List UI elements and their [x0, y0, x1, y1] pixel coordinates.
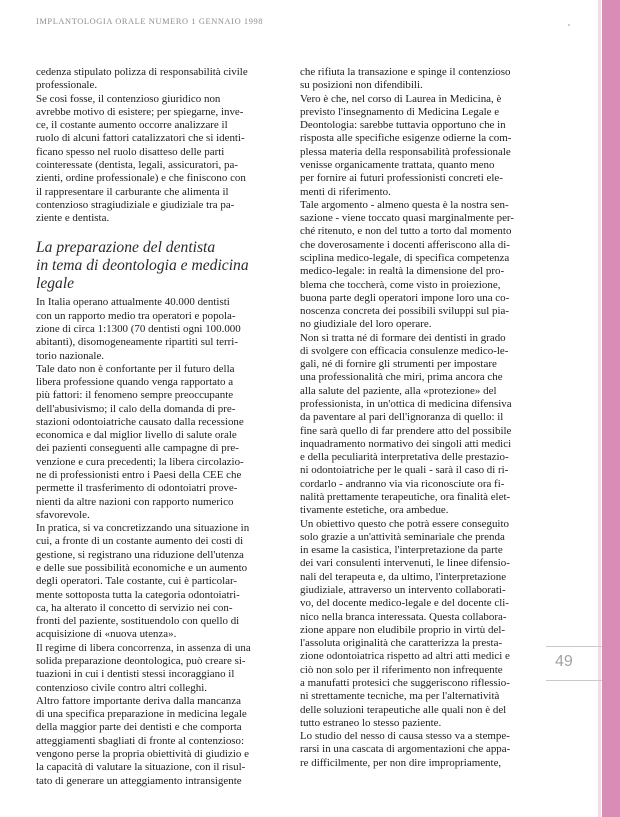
- paragraph: Se così fosse, il contenzioso giuridico non avrebbe motivo di esistere; per spiegarne, inve- ce, il costante aumento occorre analizzare il ruolo di alcuni fattori catalizzatori che si identi- ficano spesso nel ruolo disatteso delle parti cointeressate (dentista, legali, assicuratori, pa- zienti, ordine professionale) e che finiscono con il rappresentare il carburante che alimenta il contenzioso stragiudiziale e giudiziale tra pa- ziente e dentista.: [36, 92, 246, 225]
- section-heading: La preparazione del dentista in tema di deontologia e medicina legale: [36, 239, 249, 293]
- running-head: IMPLANTOLOGIA ORALE NUMERO 1 GENNAIO 1998: [36, 17, 264, 26]
- page-number-rule-bottom: [546, 680, 602, 681]
- paragraph: Lo studio del nesso di causa stesso va a stempe- rarsi in una cascata di argomentazioni che appa- re difficilmente, per non dire impropriamente,: [300, 730, 511, 769]
- paragraph: cedenza stipulato polizza di responsabilità civile professionale.: [36, 66, 248, 92]
- page-number: 49: [555, 653, 573, 670]
- paragraph: In pratica, si va concretizzando una situazione in cui, a fronte di un costante aumento dei costi di gestione, si registrano una riduzione dell'utenza e delle sue possibilità economiche e un aumento degli operatori. Tale costante, cui è particolar- mente sottoposta tutta la categoria odontoiatri- ca, ha alterato il concetto di servizio nei con- fronti del paziente, sostituendolo con quello di acquisizione di «nuova utenza».: [36, 522, 250, 641]
- paragraph: In Italia operano attualmente 40.000 dentisti con un rapporto medio tra operatori e popola- zione di circa 1:1300 (70 dentisti ogni 100.000 abitanti), disomogeneamente ripartiti sul terri- torio nazionale.: [36, 296, 241, 362]
- paragraph: Tale argomento - almeno questa è la nostra sen- sazione - viene toccato quasi marginalmente per- ché ritenuto, e non del tutto a torto dal momento che doverosamente i docenti afferiscono alla di- sciplina medico-legale, di specifica competenza medico-legale: in realtà la dimensione del pro- blema che toccherà, come visto in proiezione, buona parte degli operatori impone loro una co- noscenza concreta dei possibili sviluppi sul pia- no giudiziale del loro operare.: [300, 198, 514, 331]
- page-number-rule-top: [546, 646, 602, 647]
- paragraph: Tale dato non è confortante per il futuro della libera professione quando venga rapportato a più fattori: il fenomeno sempre preoccupante dell'abusivismo; il calo della domanda di pre- stazioni odontoiatriche causato dalla recessione economica e dal miglior livello di salute orale dei pazienti conseguenti alle campagne di pre- venzione e cura precedenti; la libera circolazio- ne di professionisti entro i Paesi della CEE che permette il trasferimento di odontoiatri prove- nienti da altre nazioni con rapporto numerico sfavorevole.: [36, 362, 244, 521]
- left-column: [36, 66, 284, 788]
- paragraph: Un obiettivo questo che potrà essere conseguito solo grazie a un'attività seminariale che prenda in esame la casistica, l'interpretazione da parte dei vari consulenti intervenuti, le linee difensio- nali del terapeuta e, da ultimo, l'interpretazione giudiziale, attraverso un intervento collaborati- vo, del docente medico-legale e del docente cli- nico nella branca interessata. Questa collabora- zione appare non eludibile proprio in virtù del- l'assoluta originalità che caratterizza la presta- zione odontoiatrica rispetto ad altri atti medici e ciò non solo per il riferimento non infrequente a manufatti protesici che suggeriscono riflessio- ni strettamente tecniche, ma per l'alternatività delle soluzioni terapeutiche alle quali non è del tutto estraneo lo stesso paziente.: [300, 517, 510, 729]
- paragraph: Vero è che, nel corso di Laurea in Medicina, è previsto l'insegnamento di Medicina Legale e Deontologia: sarebbe tuttavia opportuno che in risposta alle specifiche esigenze odierne la com- plessa materia della responsabilità professionale venisse organicamente trattata, quanto meno per fornire ai futuri professionisti concreti ele- menti di riferimento.: [300, 92, 512, 198]
- scan-speck: [568, 24, 570, 26]
- paragraph: Altro fattore importante deriva dalla mancanza di una specifica preparazione in medicina legale della maggior parte dei dentisti e che comporta atteggiamenti sbagliati di fronte al contenzioso: vengono perse la propria obiettività di giudizio e la capacità di valutare la situazione, con il risul- tato di generare un atteggiamento intransigente: [36, 694, 249, 787]
- paragraph: che rifiuta la transazione e spinge il contenzioso su posizioni non difendibili.: [300, 66, 511, 92]
- paragraph: Il regime di libera concorrenza, in assenza di una solida preparazione deontologica, può creare si- tuazioni in cui i dentisti stessi incoraggiano il contenzioso civile contro altri colleghi.: [36, 641, 251, 694]
- margin-accent-bar: [602, 0, 620, 817]
- margin-bar-edge: [598, 0, 601, 817]
- right-column: [300, 66, 548, 770]
- paragraph: Non si tratta né di formare dei dentisti in grado di svolgere con efficacia consulenze medico-le- gali, né di fornire gli strumenti per impostare una professionalità che miri, prima ancora che alla salute del paziente, alla «protezione» del professionista, in un'ottica di medicina difensiva da paventare al pari dell'ignoranza di quello: il fine sarà quello di far prendere atto del possibile inquadramento normativo dei singoli atti medici e della peculiarità interpretativa delle prestazio- ni odontoiatriche per le quali - sarà il caso di ri- cordarlo - andranno via via riconosciute ora fi- nalità prettamente terapeutiche, ora finalità elet- tivamente estetiche, ora ambedue.: [300, 331, 512, 517]
